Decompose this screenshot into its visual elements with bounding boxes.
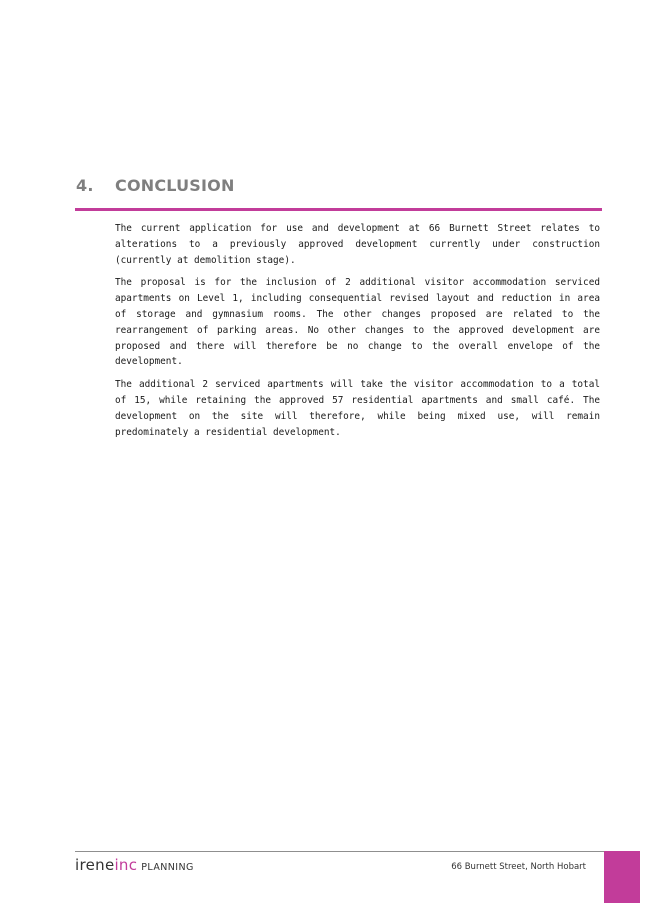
paragraph-1: The current application for use and development at 66 Burnett Street relates to alterations to a previously approved development currently under construction (currently at demolition stage). [115,223,600,266]
paragraph-3: The additional 2 serviced apartments will take the visitor accommodation to a total of 15, while retaining the approved 57 residential apartments and small café. The development on the site will therefore, while being mixed use, will remain predominately a residential development. [115,379,600,438]
heading-divider [75,208,602,211]
logo-inc-text: inc [114,856,138,874]
logo-irene-text: irene [75,856,115,874]
page-tab-marker [604,851,640,903]
section-body [115,221,600,447]
footer-address: 66 Burnett Street, North Hobart [451,862,586,872]
paragraph-2: The proposal is for the inclusion of 2 additional visitor accommodation serviced apartments on Level 1, including consequential revised layout and reduction in area of storage and gymnasium rooms. The other changes proposed are related to the rearrangement of parking areas. No other changes to the approved development are proposed and there will therefore be no change to the overall envelope of the development. [115,277,600,368]
logo-planning-text: PLANNING [141,862,194,873]
company-logo [75,855,194,877]
section-heading [76,176,602,198]
section-title: CONCLUSION [115,176,235,195]
footer-divider [75,851,625,852]
section-number: 4. [76,176,94,195]
